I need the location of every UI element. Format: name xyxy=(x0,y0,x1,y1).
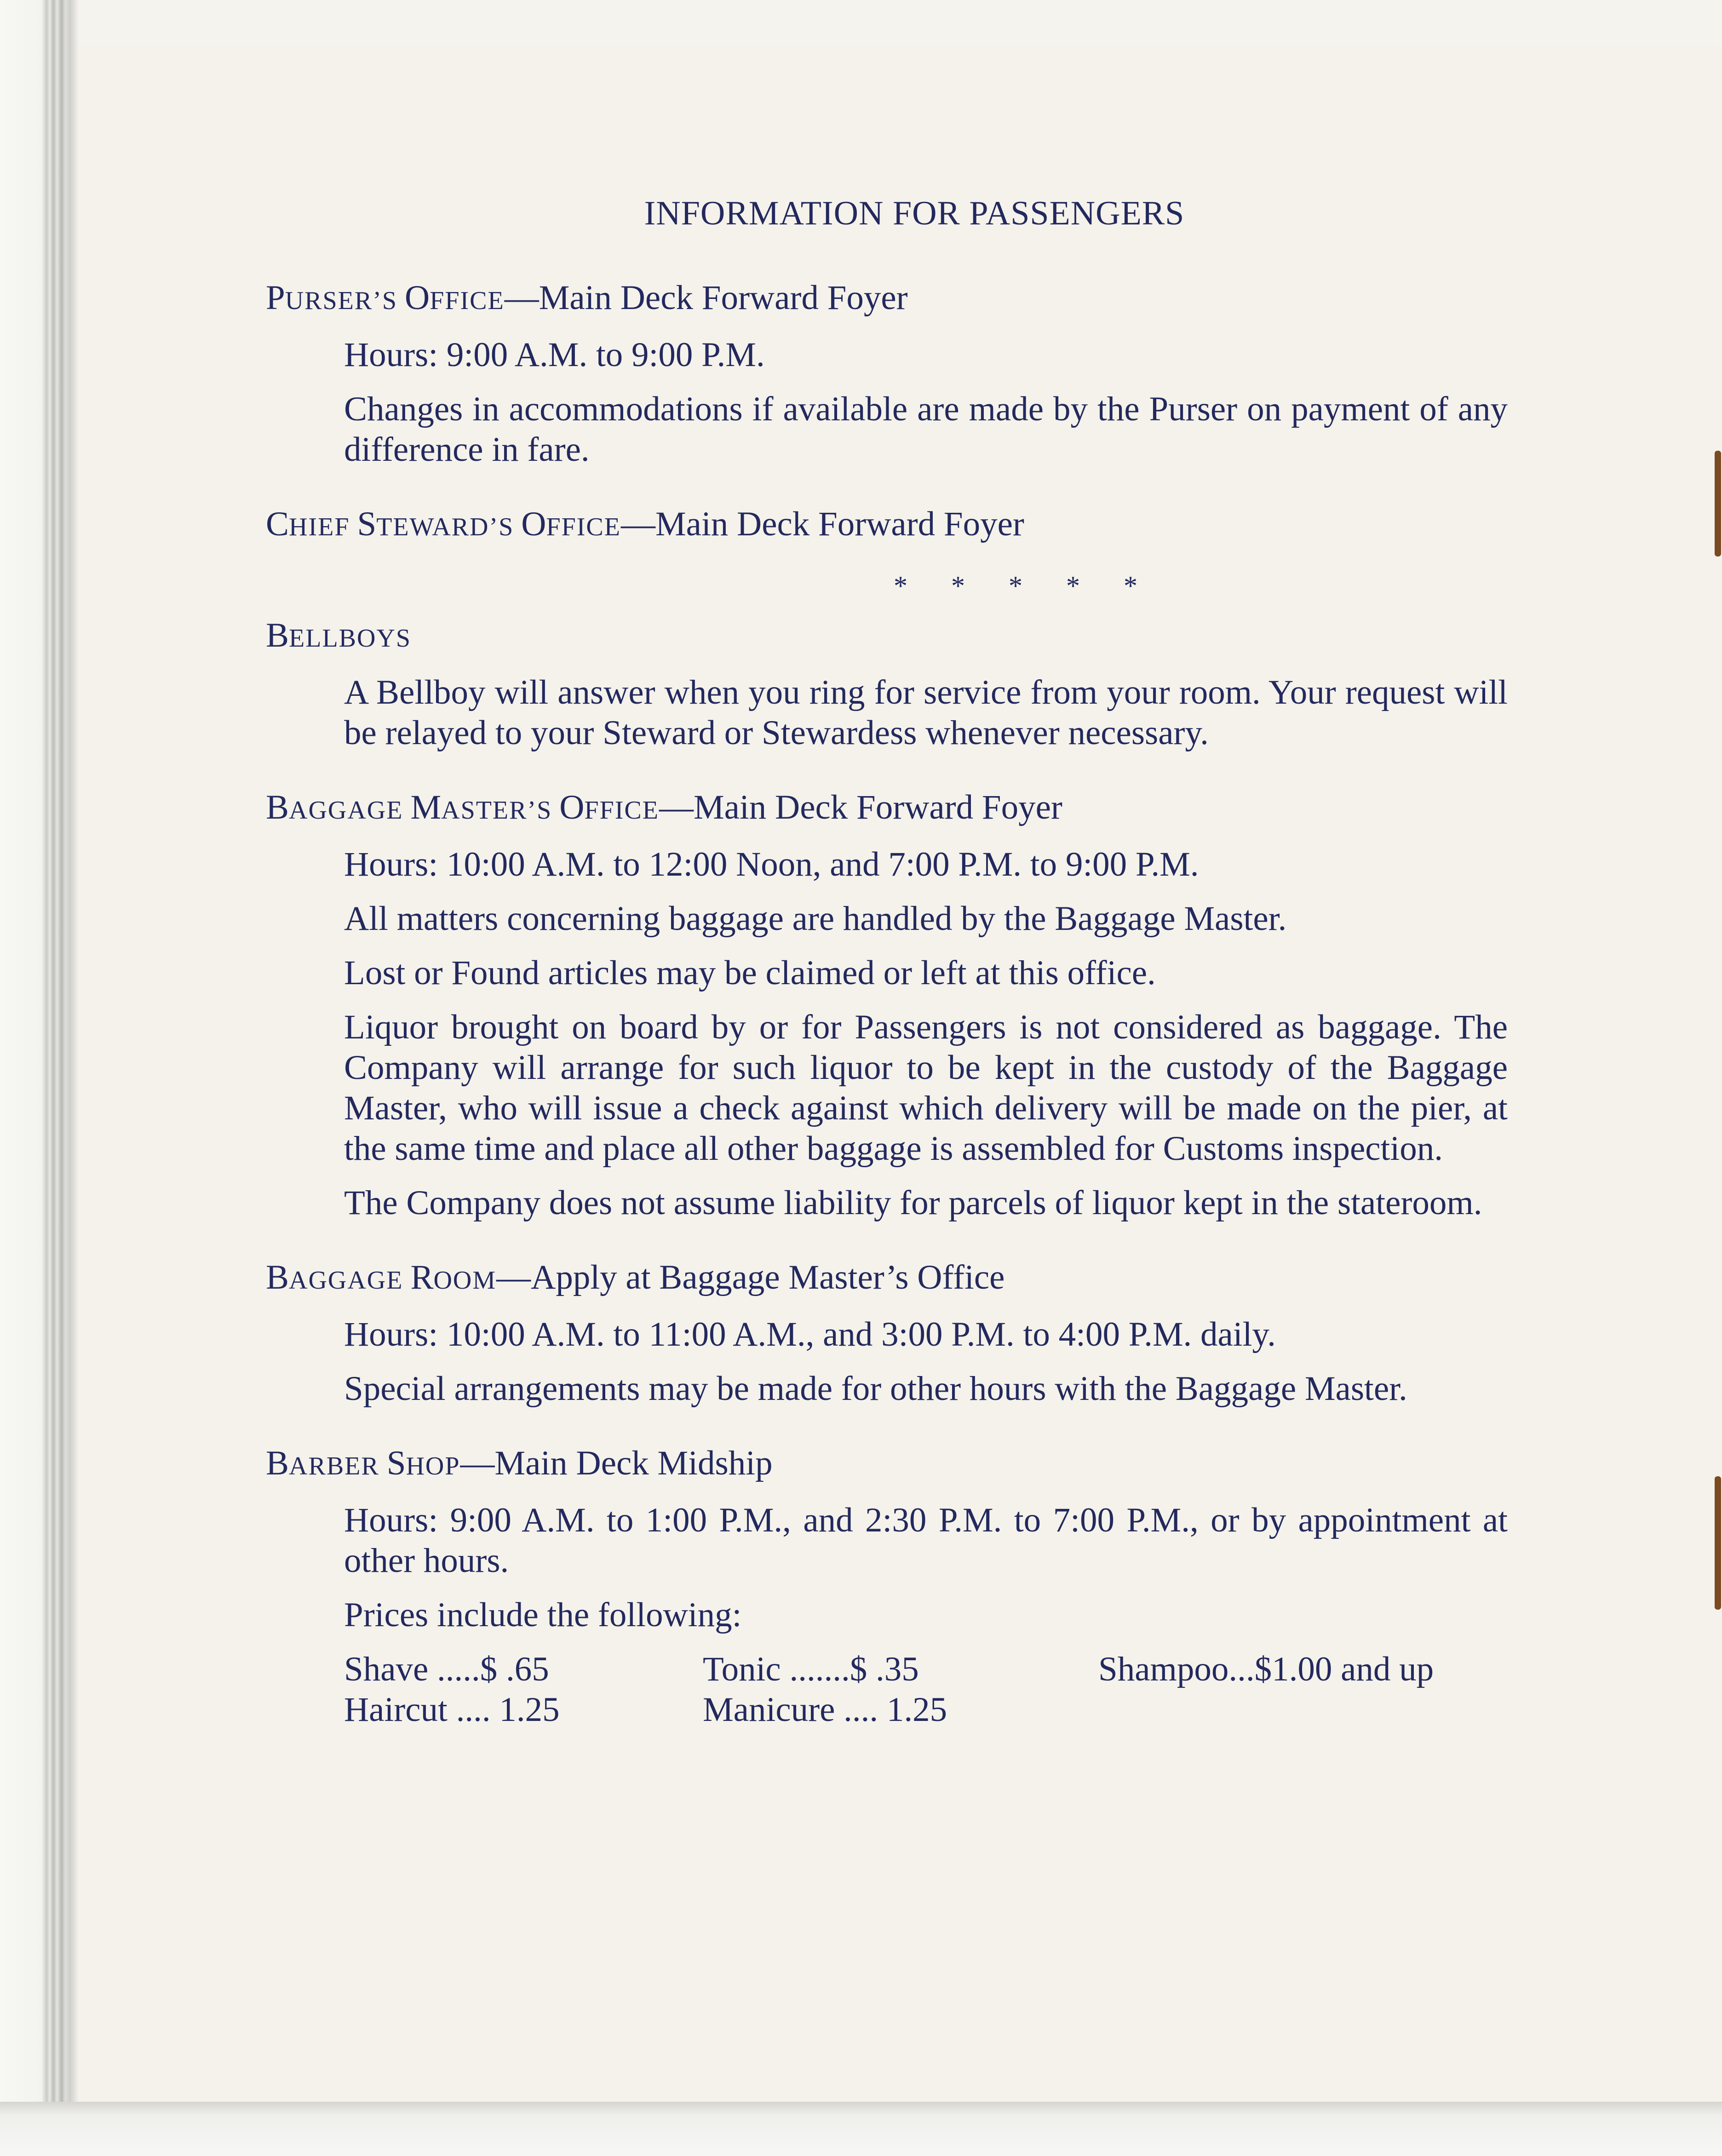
heading-small-caps: HIEF xyxy=(289,513,357,541)
heading-small-caps: ELLBOYS xyxy=(289,624,412,653)
heading-small-caps: ARBER xyxy=(289,1452,387,1480)
heading-cap: R xyxy=(410,1258,434,1296)
heading-cap: B xyxy=(266,616,289,654)
bellboys-note: A Bellboy will answer when you ring for service from your room. Your request will be relayed to your Steward or Stewardess whenever necessary. xyxy=(344,673,1508,752)
page-title: INFORMATION FOR PASSENGERS xyxy=(644,195,1185,232)
heading-cap: M xyxy=(410,788,442,826)
binding-staple-bottom xyxy=(1715,1476,1721,1610)
pursers-office-hours: Hours: 9:00 A.M. to 9:00 P.M. xyxy=(344,336,765,374)
barber-shop-hours: Hours: 9:00 A.M. to 1:00 P.M., and 2:30 P.M. to 7:00 P.M., or by appointment at other hours. xyxy=(344,1501,1508,1580)
baggage-room-location: —Apply at Baggage Master’s Office xyxy=(496,1258,1005,1296)
price-haircut: Haircut .... 1.25 xyxy=(344,1691,560,1729)
barber-shop-location: —Main Deck Midship xyxy=(460,1444,773,1482)
heading-small-caps: URSER’S xyxy=(285,287,405,315)
baggage-master-note-2: Lost or Found articles may be claimed or left at this office. xyxy=(344,954,1156,992)
baggage-master-hours: Hours: 10:00 A.M. to 12:00 Noon, and 7:00 P.M. to 9:00 P.M. xyxy=(344,845,1199,883)
heading-cap: B xyxy=(266,1258,289,1296)
barber-shop-prices-intro: Prices include the following: xyxy=(344,1596,742,1634)
heading-small-caps: FFICE xyxy=(546,513,621,541)
heading-small-caps: HOP xyxy=(406,1452,460,1480)
baggage-room-hours: Hours: 10:00 A.M. to 11:00 A.M., and 3:00 P.M. to 4:00 P.M. daily. xyxy=(344,1315,1276,1353)
heading-cap: O xyxy=(405,279,430,317)
heading-small-caps: ASTER’S xyxy=(441,796,560,825)
baggage-master-note-4: The Company does not assume liability for parcels of liquor kept in the stateroom. xyxy=(344,1184,1482,1222)
chief-steward-location: —Main Deck Forward Foyer xyxy=(620,505,1024,543)
heading-cap: S xyxy=(386,1444,406,1482)
baggage-master-note-1: All matters concerning baggage are handled by the Baggage Master. xyxy=(344,900,1287,938)
document-body xyxy=(266,193,1508,1730)
bellboys-heading xyxy=(266,615,1508,659)
price-row xyxy=(344,1690,1508,1730)
pursers-office-location: —Main Deck Forward Foyer xyxy=(504,279,908,317)
chief-steward-heading xyxy=(266,504,1508,547)
barber-shop-heading xyxy=(266,1443,1508,1486)
price-row xyxy=(344,1649,1508,1690)
heading-cap: O xyxy=(521,505,546,543)
book-gutter xyxy=(0,0,78,2156)
heading-cap: O xyxy=(559,788,585,826)
barber-price-list xyxy=(266,1649,1508,1730)
heading-cap: P xyxy=(266,279,285,317)
heading-small-caps: FFICE xyxy=(430,287,505,315)
price-manicure: Manicure .... 1.25 xyxy=(703,1691,947,1729)
baggage-room-note: Special arrangements may be made for other hours with the Baggage Master. xyxy=(344,1370,1407,1408)
heading-small-caps: OOM xyxy=(433,1266,497,1295)
baggage-master-heading xyxy=(266,787,1508,831)
heading-cap: C xyxy=(266,505,289,543)
heading-small-caps: FFICE xyxy=(584,796,659,825)
price-tonic: Tonic .......$ .35 xyxy=(703,1650,919,1688)
heading-cap: B xyxy=(266,788,289,826)
baggage-master-location: —Main Deck Forward Foyer xyxy=(659,788,1062,826)
heading-cap: B xyxy=(266,1444,289,1482)
baggage-room-heading xyxy=(266,1257,1508,1301)
baggage-master-note-3: Liquor brought on board by or for Passengers is not considered as baggage. The Company will arrange for such liquor to be kept in the custody of the Baggage Master, who will issue a check against which delivery will be made on the pier, at the same time and place all other baggage is assembled for Customs inspection. xyxy=(344,1008,1508,1168)
heading-small-caps: AGGAGE xyxy=(289,796,411,825)
price-shampoo: Shampoo...$1.00 and up xyxy=(1098,1650,1434,1688)
pursers-office-note: Changes in accommodations if available are made by the Purser on payment of any difference in fare. xyxy=(344,390,1508,469)
price-shave: Shave .....$ .65 xyxy=(344,1650,549,1688)
page-bottom-edge xyxy=(0,2102,1722,2156)
heading-cap: S xyxy=(357,505,377,543)
pursers-office-heading xyxy=(266,278,1508,321)
binding-staple-top xyxy=(1715,451,1721,556)
section-separator: * * * * * xyxy=(894,571,1137,601)
heading-small-caps: TEWARD’S xyxy=(376,513,522,541)
heading-small-caps: AGGAGE xyxy=(289,1266,411,1295)
